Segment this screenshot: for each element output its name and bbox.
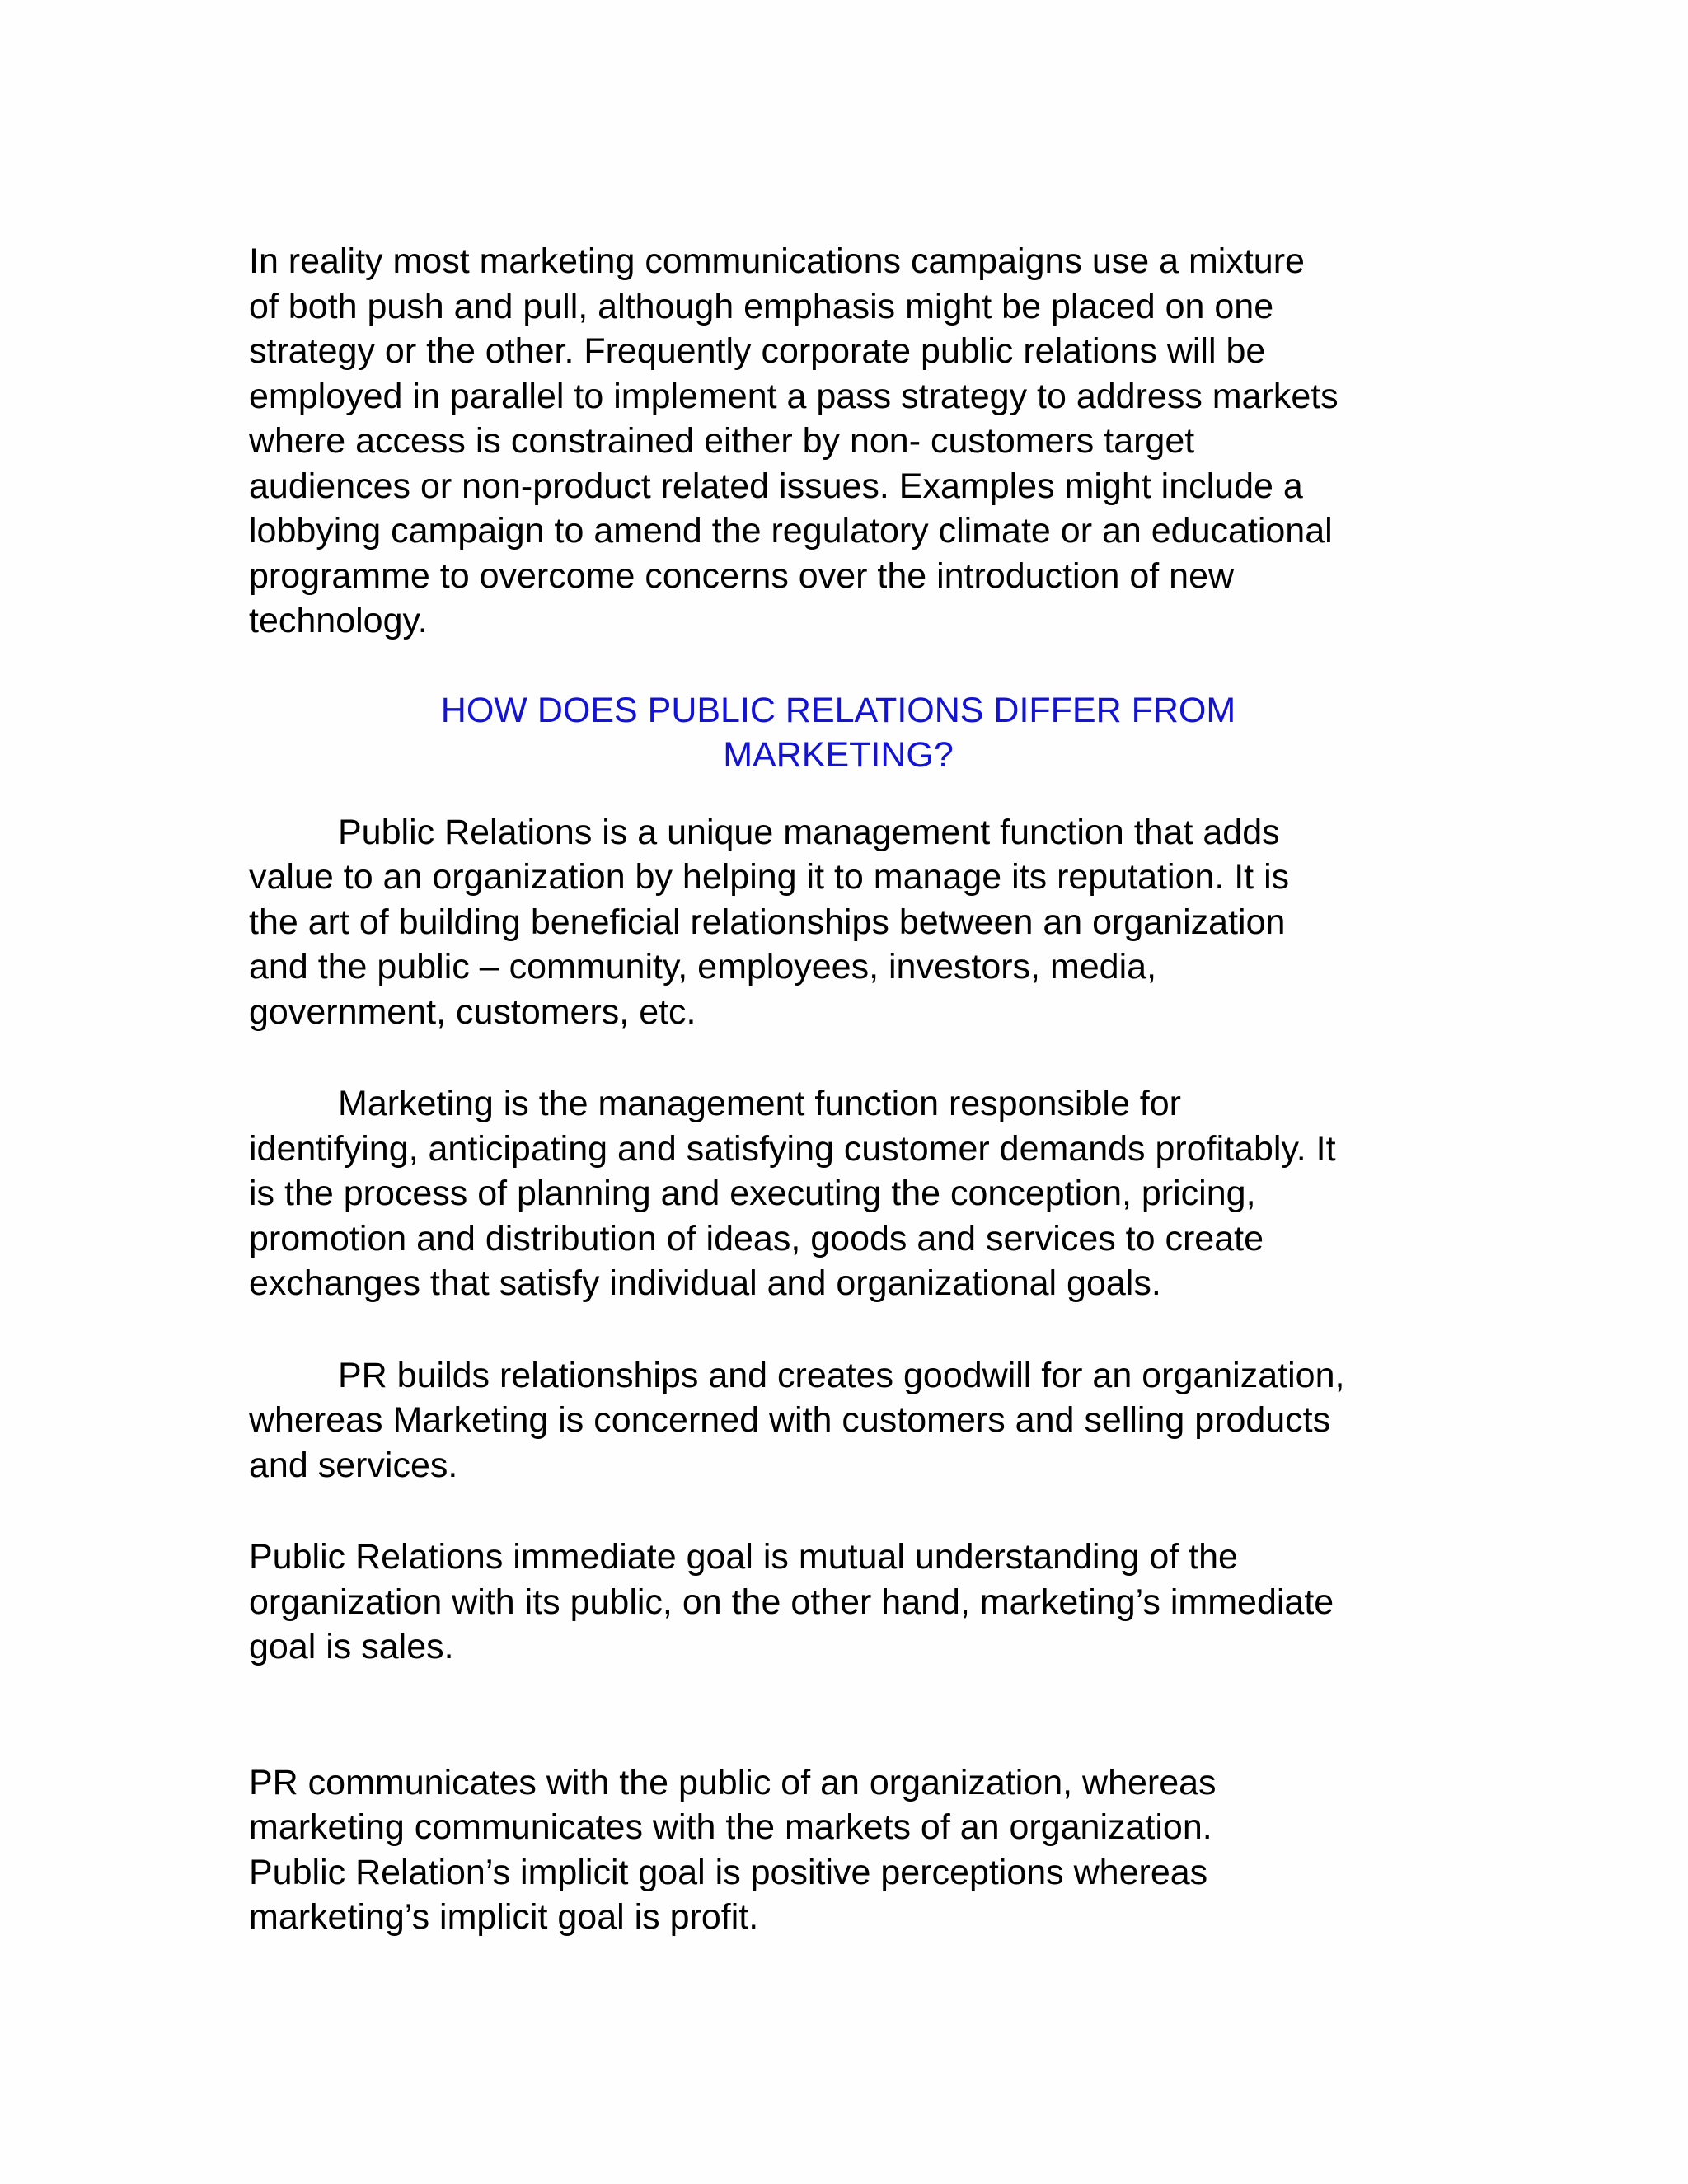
line: exchanges that satisfy individual and organizational goals. [249, 1263, 1161, 1303]
heading-line-1: HOW DOES PUBLIC RELATIONS DIFFER FROM [440, 690, 1236, 730]
line: technology. [249, 601, 428, 640]
line: audiences or non-product related issues. Examples might include a [249, 466, 1303, 506]
line: the art of building beneficial relationships between an organization [249, 902, 1286, 942]
line: marketing’s implicit goal is profit. [249, 1897, 759, 1937]
paragraph-marketing-definition [249, 1081, 1461, 1306]
line: In reality most marketing communications campaigns use a mixture [249, 241, 1305, 281]
line: Public Relation’s implicit goal is positive perceptions whereas [249, 1852, 1208, 1892]
line: is the process of planning and executing the conception, pricing, [249, 1174, 1256, 1213]
line: promotion and distribution of ideas, goods and services to create [249, 1218, 1264, 1258]
line: employed in parallel to implement a pass strategy to address markets [249, 376, 1339, 416]
line: Public Relations is a unique management function that adds [338, 812, 1280, 852]
paragraph-immediate-goal [249, 1535, 1461, 1670]
paragraph-pr-vs-marketing [249, 1353, 1461, 1488]
line: value to an organization by helping it to manage its reputation. It is [249, 857, 1290, 897]
line: and the public – community, employees, investors, media, [249, 947, 1157, 987]
document-body [249, 239, 1461, 1940]
section-heading [249, 688, 1428, 777]
line: Marketing is the management function responsible for [338, 1084, 1181, 1123]
paragraph-implicit-goal [249, 1760, 1461, 1940]
paragraph-push-pull [249, 239, 1461, 644]
line: government, customers, etc. [249, 991, 696, 1032]
line: marketing communicates with the markets of an organization. [249, 1807, 1212, 1847]
line: where access is constrained either by non- customers target [249, 421, 1195, 461]
line: Public Relations immediate goal is mutual understanding of the [249, 1537, 1238, 1577]
paragraph-pr-definition [249, 810, 1461, 1035]
line: strategy or the other. Frequently corporate public relations will be [249, 331, 1266, 371]
line: and services. [249, 1445, 458, 1485]
line: of both push and pull, although emphasis might be placed on one [249, 286, 1274, 326]
line: PR builds relationships and creates goodwill for an organization, [338, 1355, 1345, 1395]
heading-line-2: MARKETING? [723, 734, 954, 775]
line: lobbying campaign to amend the regulatory climate or an educational [249, 511, 1333, 551]
line: PR communicates with the public of an organization, whereas [249, 1762, 1217, 1802]
line: programme to overcome concerns over the introduction of new [249, 555, 1235, 596]
line: whereas Marketing is concerned with customers and selling products [249, 1400, 1331, 1440]
line: identifying, anticipating and satisfying customer demands profitably. It [249, 1128, 1336, 1169]
line: goal is sales. [249, 1627, 454, 1666]
line: organization with its public, on the other hand, marketing’s immediate [249, 1582, 1334, 1622]
